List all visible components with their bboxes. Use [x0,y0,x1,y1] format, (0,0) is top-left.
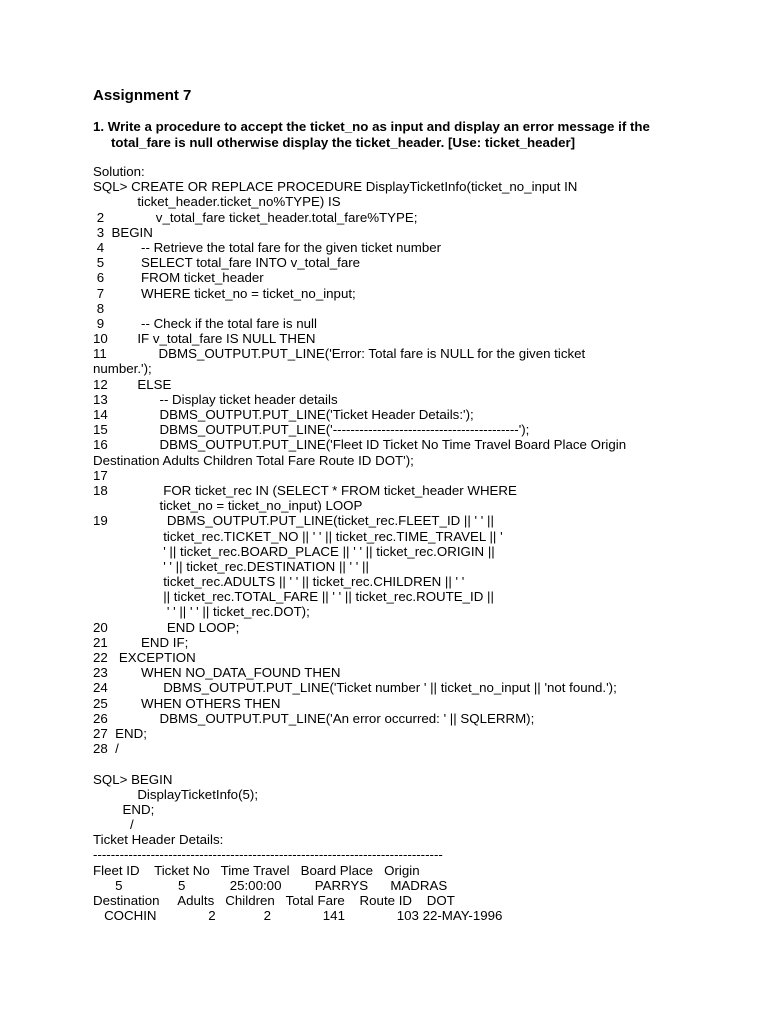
text-line: ' ' || ticket_rec.DESTINATION || ' ' || [93,558,369,574]
text-line: DisplayTicketInfo(5); [93,786,259,802]
text-line: 9 -- Check if the total fare is null [93,315,317,331]
text-line: COCHIN 2 2 141 103 22-MAY-1996 [93,908,503,924]
text-line: Fleet ID Ticket No Time Travel Board Place Origin [93,862,420,878]
text-line: 20 END LOOP; [93,619,240,635]
assignment-title: Assignment 7 [93,87,192,104]
text-line: 27 END; [93,725,147,741]
text-line: 5 5 25:00:00 PARRYS MADRAS [93,877,448,893]
text-line: 21 END IF; [93,634,189,650]
text-line: 18 FOR ticket_rec IN (SELECT * FROM ticket_header WHERE [93,482,517,498]
text-line: Ticket Header Details: [93,832,224,848]
text-line: SQL> CREATE OR REPLACE PROCEDURE DisplayTicketInfo(ticket_no_input IN [93,179,578,195]
text-line: 16 DBMS_OUTPUT.PUT_LINE('Fleet ID Ticket No Time Travel Board Place Origin [93,437,627,453]
text-line: 6 FROM ticket_header [93,270,264,286]
question-line-1: 1. Write a procedure to accept the ticket_no as input and display an error message if the [93,119,650,134]
text-line: ticket_rec.TICKET_NO || ' ' || ticket_rec.TIME_TRAVEL || ' [93,528,503,544]
question-line-2: total_fare is null otherwise display the ticket_header. [Use: ticket_header] [111,134,576,150]
text-line: ticket_header.ticket_no%TYPE) IS [93,194,341,210]
text-line: ticket_no = ticket_no_input) LOOP [93,498,363,514]
text-line: ------------------------------------------------------------------------------- [93,847,443,863]
text-line: END; [93,801,155,817]
text-line: 7 WHERE ticket_no = ticket_no_input; [93,285,356,301]
text-line: 19 DBMS_OUTPUT.PUT_LINE(ticket_rec.FLEET_ID || ' ' || [93,513,494,529]
text-line: 8 [93,300,105,316]
text-line: 24 DBMS_OUTPUT.PUT_LINE('Ticket number ' || ticket_no_input || 'not found.'); [93,680,617,696]
text-line: 13 -- Display ticket header details [93,391,338,407]
text-line: || ticket_rec.TOTAL_FARE || ' ' || ticket_rec.ROUTE_ID || [93,589,494,605]
text-line: ' ' || ' ' || ticket_rec.DOT); [93,604,310,620]
text-line: 17 [93,467,108,483]
text-line: 25 WHEN OTHERS THEN [93,695,281,711]
text-line: ticket_rec.ADULTS || ' ' || ticket_rec.CHILDREN || ' ' [93,574,465,590]
text-line: 14 DBMS_OUTPUT.PUT_LINE('Ticket Header Details:'); [93,407,474,422]
text-line: Destination Adults Children Total Fare Route ID DOT'); [93,452,414,468]
text-line: SQL> BEGIN [93,771,173,787]
question-text [93,119,673,150]
text-line: ' || ticket_rec.BOARD_PLACE || ' ' || ticket_rec.ORIGIN || [93,543,495,559]
text-line: 11 DBMS_OUTPUT.PUT_LINE('Error: Total fare is NULL for the given ticket [93,346,586,362]
text-line: 15 DBMS_OUTPUT.PUT_LINE('------------------------------------------'); [93,422,530,438]
text-line: Solution: [93,164,145,179]
text-line: 10 IF v_total_fare IS NULL THEN [93,331,316,347]
text-line: 12 ELSE [93,376,172,392]
text-line: number.'); [93,361,152,377]
text-line [93,756,693,771]
solution-code-block [93,164,693,923]
text-line: 4 -- Retrieve the total fare for the given ticket number [93,239,442,255]
text-line: 28 / [93,741,119,757]
text-line: 2 v_total_fare ticket_header.total_fare%TYPE; [93,209,418,225]
text-line: 23 WHEN NO_DATA_FOUND THEN [93,665,341,681]
text-line: 22 EXCEPTION [93,650,196,665]
text-line: 3 BEGIN [93,224,153,240]
text-line: / [93,817,134,833]
text-line: 26 DBMS_OUTPUT.PUT_LINE('An error occurred: ' || SQLERRM); [93,710,535,726]
text-line: Destination Adults Children Total Fare Route ID DOT [93,893,455,908]
text-line: 5 SELECT total_fare INTO v_total_fare [93,255,361,271]
